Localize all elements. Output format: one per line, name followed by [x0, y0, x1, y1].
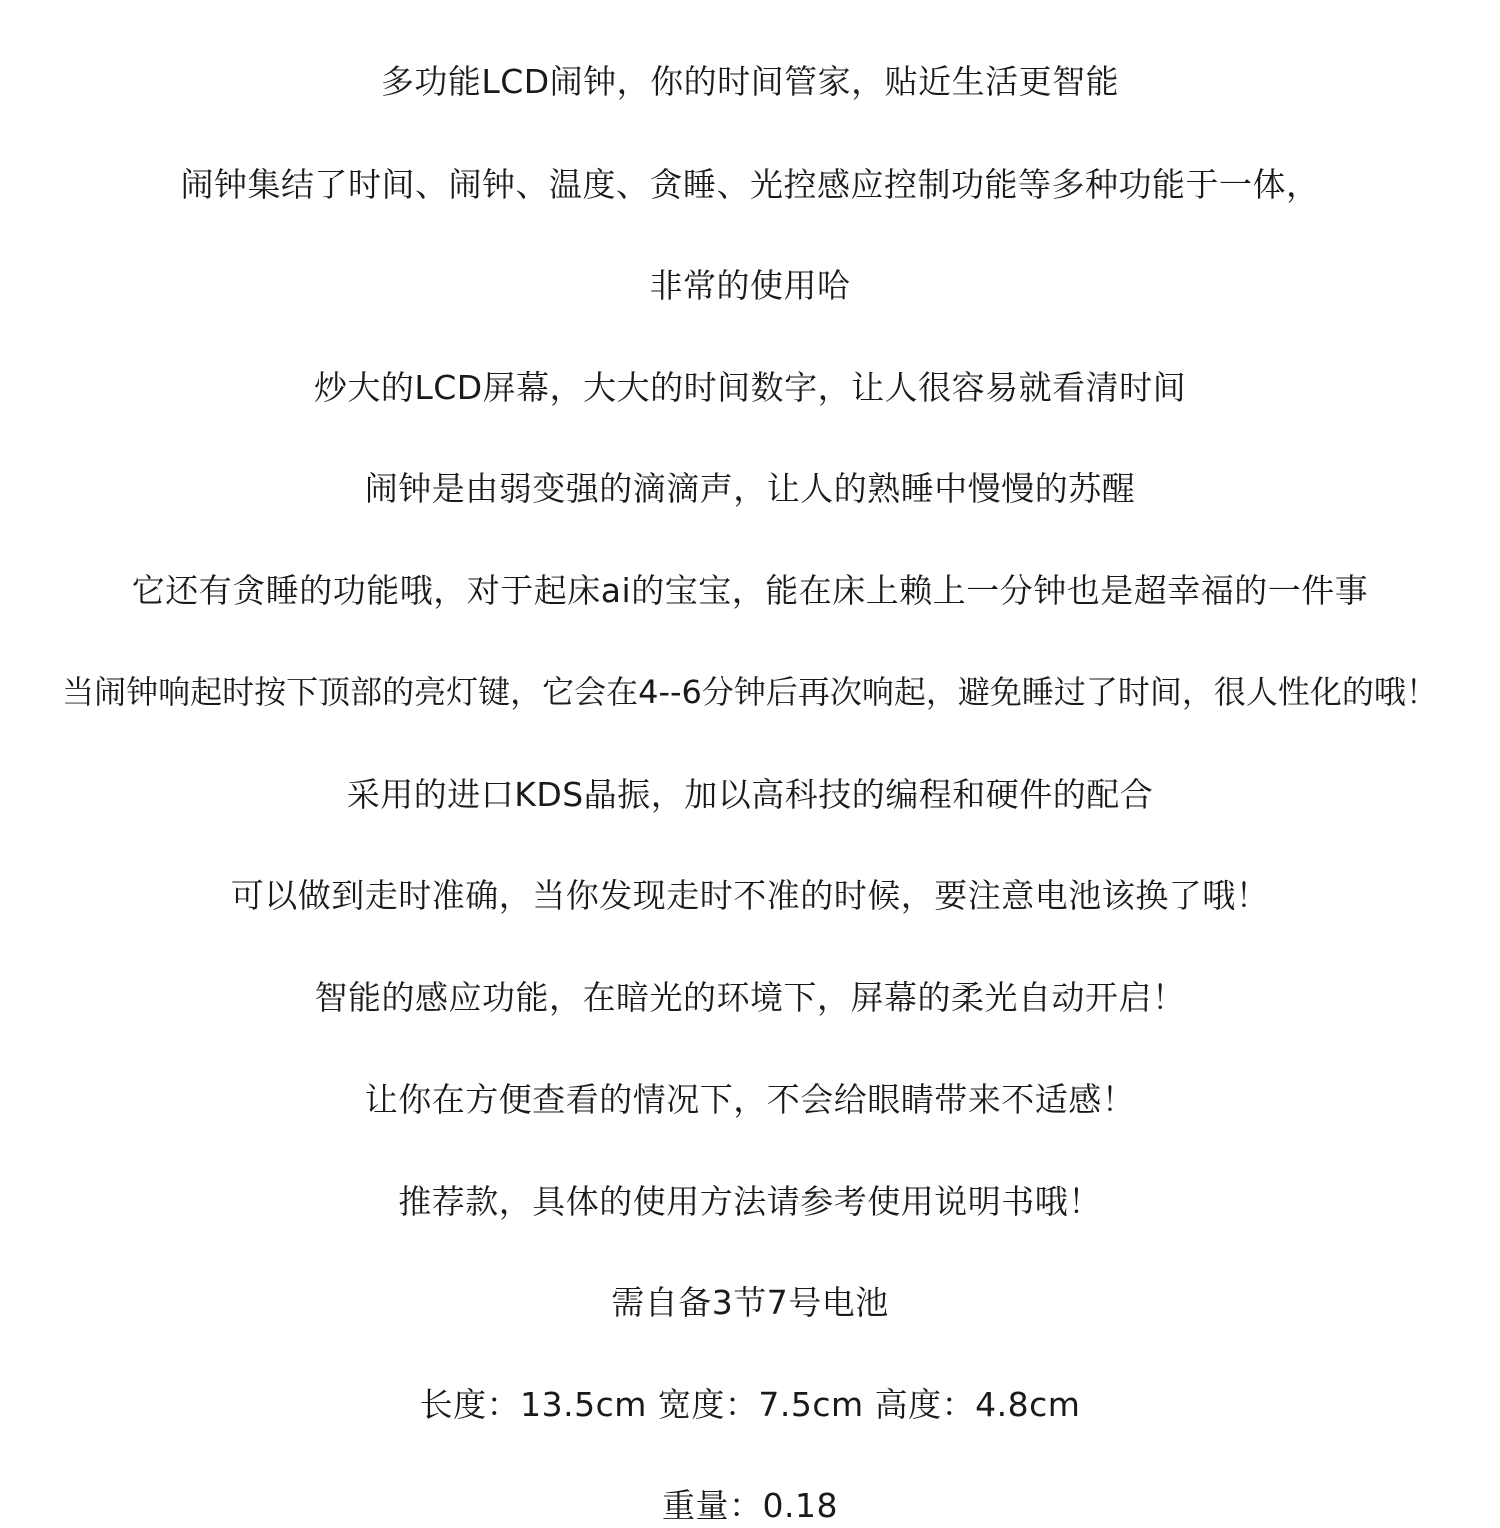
dimensions-line: 长度：13.5cm 宽度：7.5cm 高度：4.8cm — [419, 1385, 1081, 1424]
headline: 多功能LCD闹钟，你的时间管家，贴近生活更智能 — [380, 62, 1120, 101]
battery-line: 需自备3节7号电池 — [611, 1283, 889, 1322]
weight-line: 重量：0.18 — [662, 1486, 838, 1525]
crystal-line: 采用的进口KDS晶振，加以高科技的编程和硬件的配合 — [346, 775, 1154, 814]
accuracy-line: 可以做到走时准确，当你发现走时不准的时候，要注意电池该换了哦！ — [230, 876, 1270, 915]
lcd-screen-line: 炒大的LCD屏幕，大大的时间数字，让人很容易就看清时间 — [313, 368, 1187, 407]
features-line: 闹钟集结了时间、闹钟、温度、贪睡、光控感应控制功能等多种功能于一体， — [180, 165, 1320, 204]
manual-note-line: 推荐款，具体的使用方法请参考使用说明书哦！ — [398, 1182, 1102, 1221]
snooze-line: 它还有贪睡的功能哦，对于起床ai的宝宝，能在床上赖上一分钟也是超幸福的一件事 — [131, 571, 1369, 610]
alarm-sound-line: 闹钟是由弱变强的滴滴声，让人的熟睡中慢慢的苏醒 — [364, 469, 1136, 508]
eye-comfort-line: 让你在方便查看的情况下，不会给眼睛带来不适感！ — [364, 1080, 1136, 1119]
snooze-detail-line: 当闹钟响起时按下顶部的亮灯键，它会在4--6分钟后再次响起，避免睡过了时间，很人性化的哦！ — [62, 673, 1438, 711]
light-sensor-line: 智能的感应功能，在暗光的环境下，屏幕的柔光自动开启！ — [314, 978, 1186, 1017]
usage-line: 非常的使用哈 — [649, 266, 851, 305]
